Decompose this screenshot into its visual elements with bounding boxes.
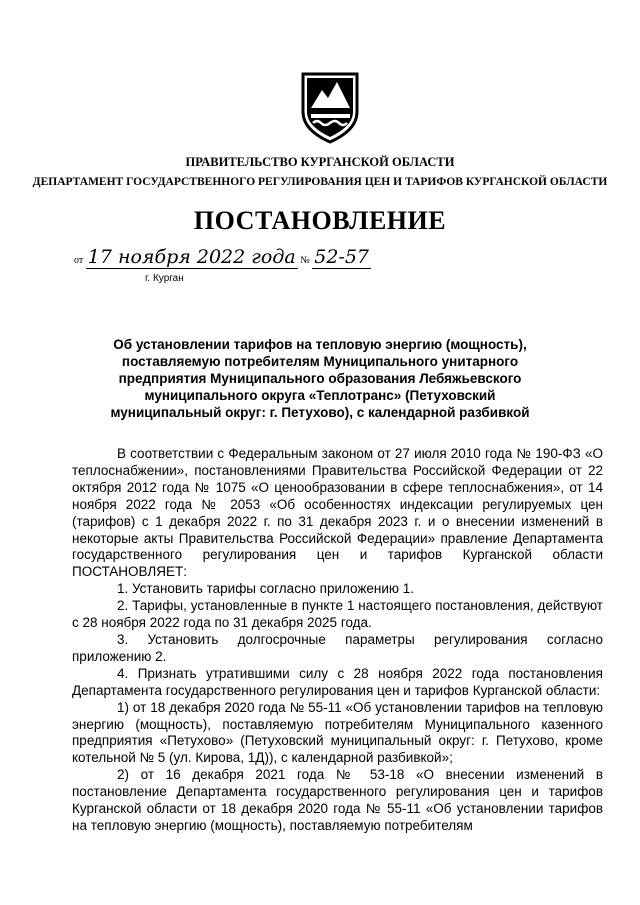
government-name: ПРАВИТЕЛЬСТВО КУРГАНСКОЙ ОБЛАСТИ (185, 155, 455, 169)
department-name: ДЕПАРТАМЕНТ ГОСУДАРСТВЕННОГО РЕГУЛИРОВАНИЯ ЦЕН И ТАРИФОВ КУРГАНСКОЙ ОБЛАСТИ (32, 176, 608, 188)
paragraph: 1. Установить тарифы согласно приложению 1. (117, 581, 415, 597)
document-type: ПОСТАНОВЛЕНИЕ (193, 206, 447, 235)
from-label: от (74, 255, 84, 266)
paragraph: В соответствии с Федеральным законом от 27 июля 2010 года № 190-ФЗ «О теплоснабжении», постановлениями Правительства Российской Федерации от 22 октября 2012 года № 1075 «О ценообразовании в сфере теплоснабжения», от 14 ноября 2022 года № 2053 «Об особенностях индексации регулируемых цен (тарифов) с 1 декабря 2022 г. по 31 декабря 2023 г. и о внесении изменений в некоторые акты Правительства Российской Федерации» правление Департамента государственного регулирования цен и тарифов Курганской области ПОСТАНОВЛЯЕТ: (72, 446, 603, 580)
paragraph: 2) от 16 декабря 2021 года № 53-18 «О внесении изменений в постановление Департамента государственного регулирования цен и тарифов Курганской области от 18 декабря 2020 года № 55-11 «Об установлении тарифов на тепловую энергию (мощность), поставляемую потребителям (72, 767, 603, 833)
paragraph: 2. Тарифы, установленные в пункте 1 настоящего постановления, действуют с 28 ноября 2022 года по 31 декабря 2025 года. (72, 598, 603, 631)
document-title: Об установлении тарифов на тепловую энергию (мощность), поставляемую потребителям Муниципального унитарного предприятия Муниципального образования Лебяжьевского муниципального округа «Теплотранс» (Петуховский муниципальный округ: г. Петухово), с календарной разбивкой (110, 337, 530, 420)
paragraph: 4. Признать утратившими силу с 28 ноября 2022 года постановления Департамента государственного регулирования цен и тарифов Курганской области: (72, 665, 603, 698)
paragraph: 3. Установить долгосрочные параметры регулирования согласно приложению 2. (72, 631, 603, 664)
date-line (74, 246, 371, 268)
document-body (72, 446, 603, 835)
city: г. Курган (145, 273, 184, 284)
handwritten-date: 17 ноября 2022 года (87, 246, 296, 268)
coat-of-arms-icon (297, 68, 363, 146)
number-label: № (300, 255, 310, 266)
handwritten-number: 52-57 (314, 246, 370, 268)
paragraph: 1) от 18 декабря 2020 года № 55-11 «Об установлении тарифов на тепловую энергию (мощность), поставляемую потребителям Муниципального казенного предприятия «Петухово» (Петуховский муниципальный округ: г. Петухово, кроме котельной № 5 (ул. Кирова, 1Д)), с календарной разбивкой»; (72, 699, 603, 766)
